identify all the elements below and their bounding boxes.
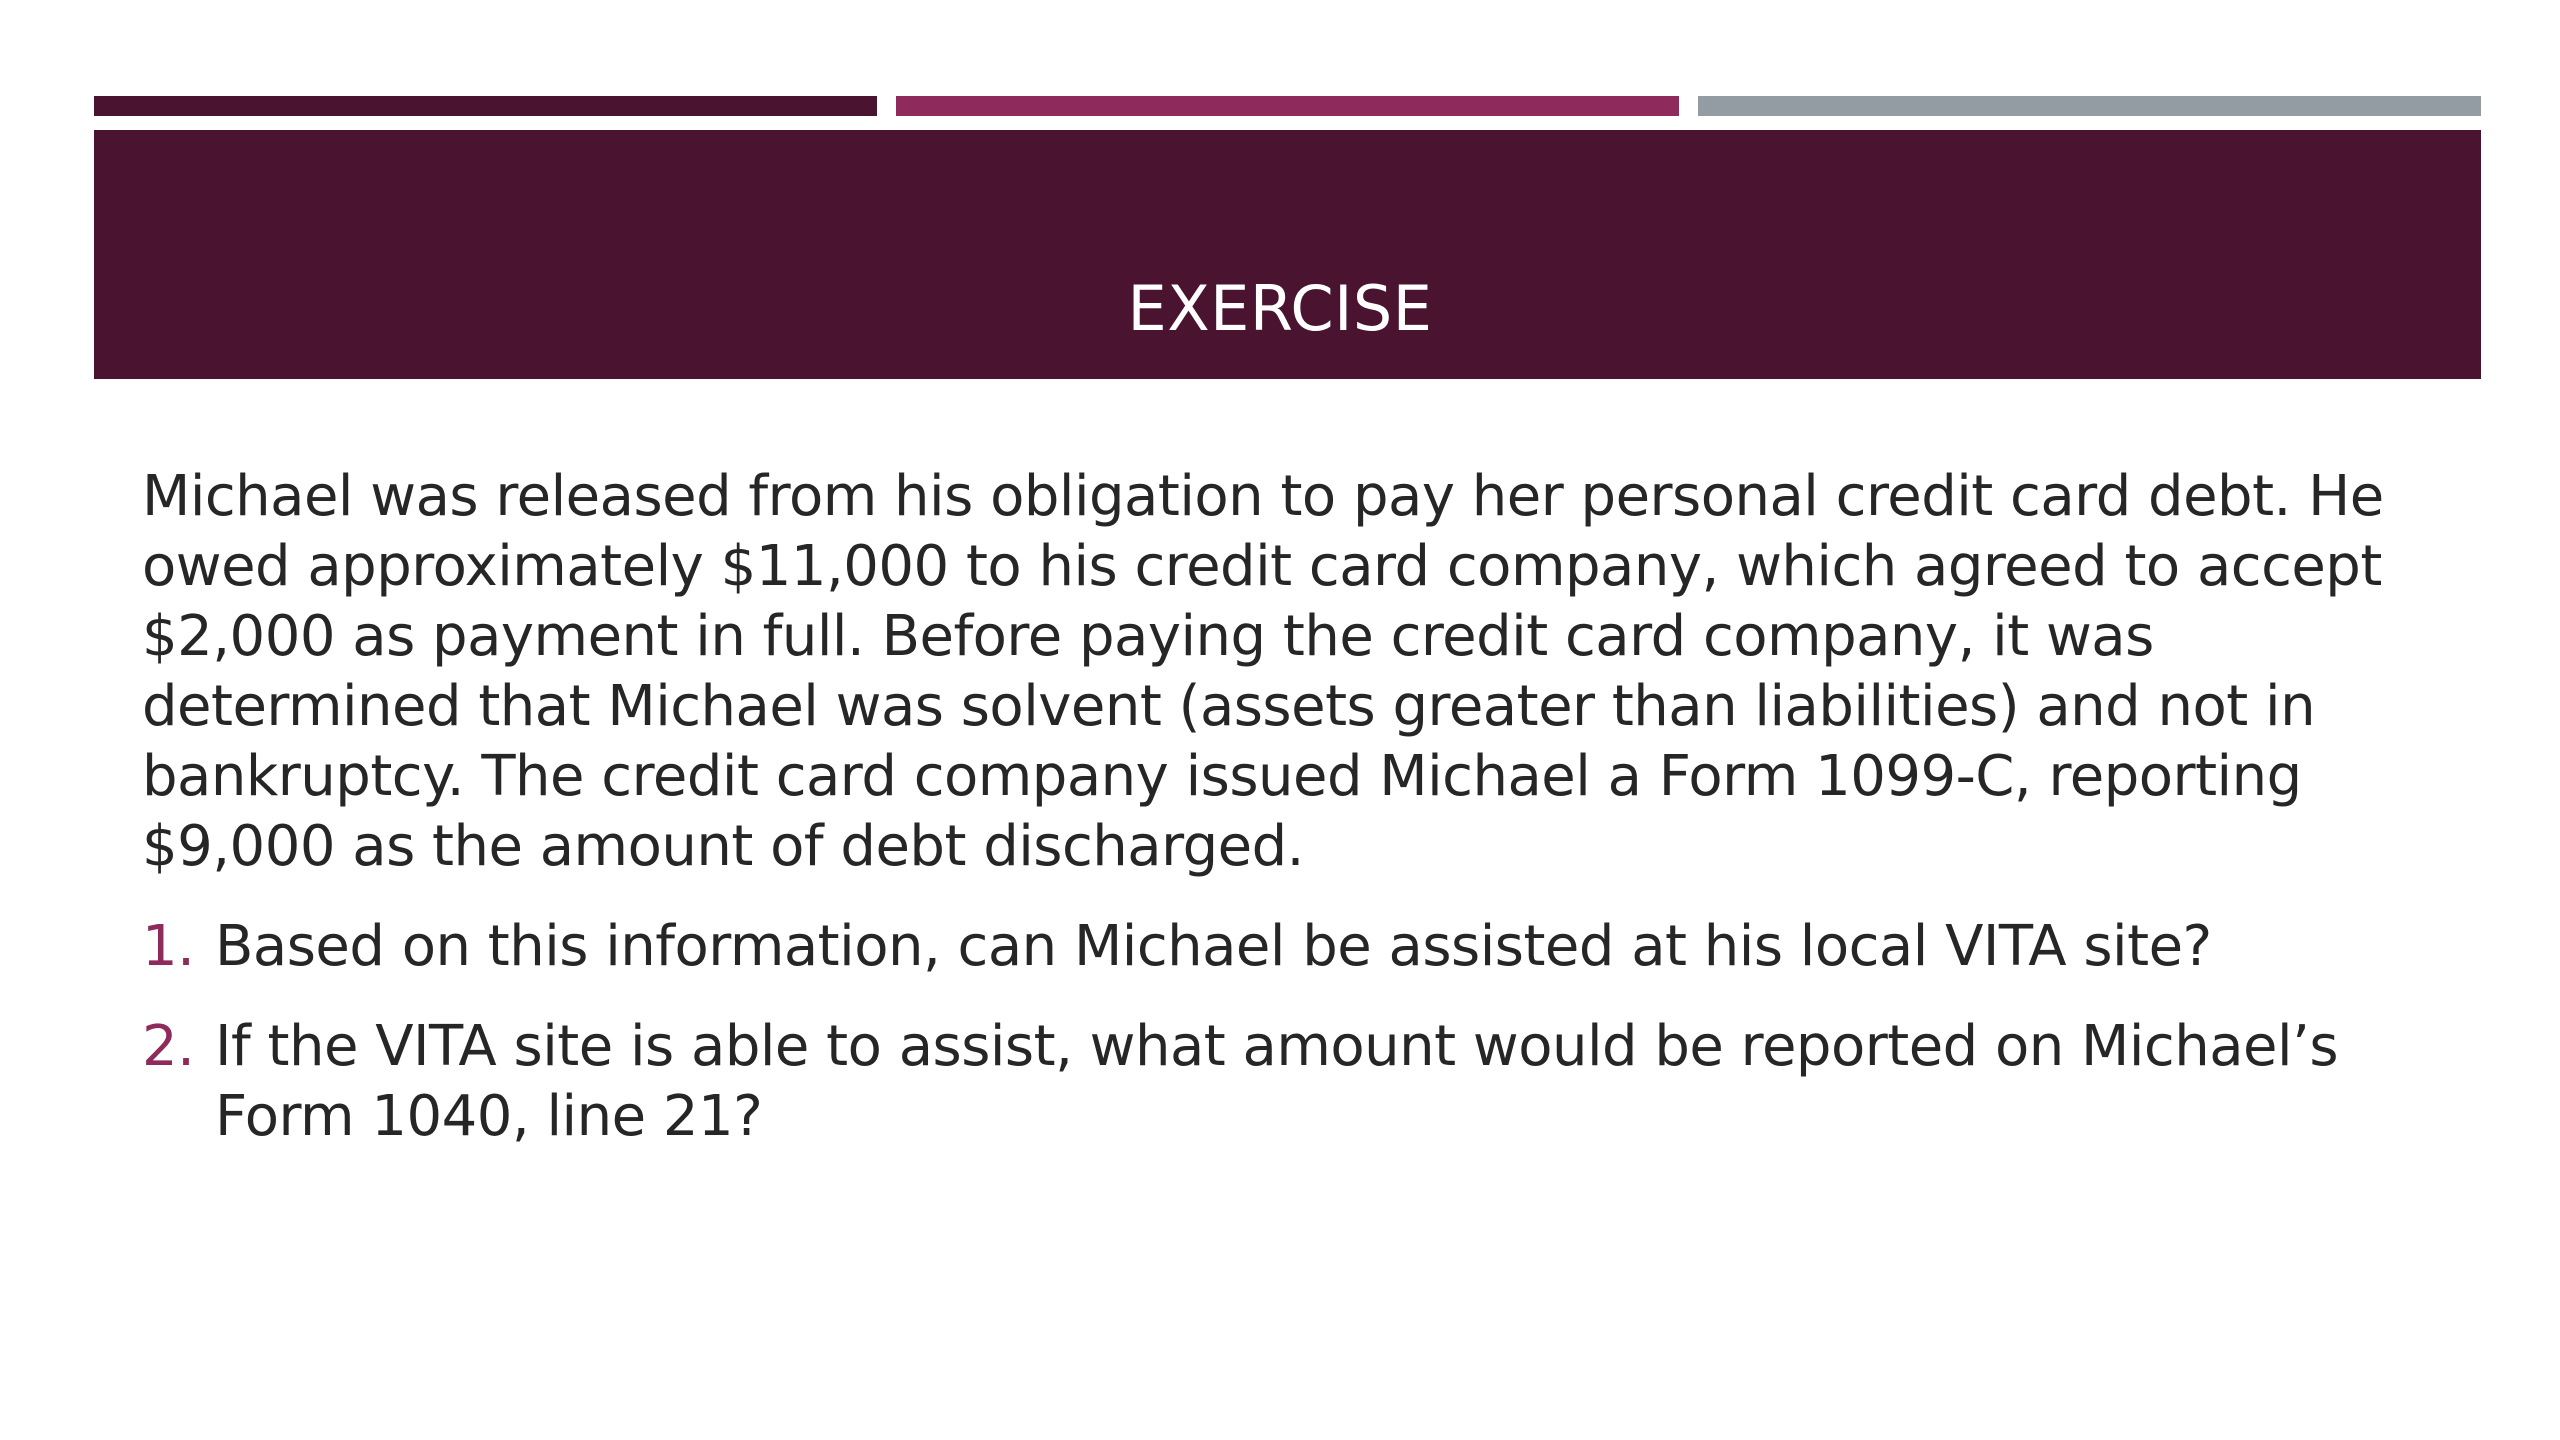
question-text: Based on this information, can Michael be assisted at his local VITA site? xyxy=(215,914,2212,979)
accent-bar-magenta xyxy=(896,96,1679,116)
exercise-paragraph: Michael was released from his obligation to pay her personal credit card debt. He owed approximately $11,000 to his credit card company, which agreed to accept $2,000 as payment in full. Before paying the credit card company, it was determined that Michael was solvent (assets greater than liabilities) and not in bankruptcy. The credit card company issued Michael a Form 1099-C, reporting $9,000 as the amount of debt discharged. xyxy=(142,464,2384,879)
question-number: 1. xyxy=(142,914,195,979)
question-number: 2. xyxy=(142,1014,195,1079)
question-item xyxy=(142,1012,2462,1152)
question-list xyxy=(142,912,2462,1152)
question-text: If the VITA site is able to assist, what amount would be reported on Michael’s Form 1040, line 21? xyxy=(215,1014,2339,1149)
slide-content xyxy=(142,462,2462,1152)
slide-title: EXERCISE xyxy=(1127,272,1433,345)
accent-bar-gray xyxy=(1698,96,2481,116)
accent-bar-dark xyxy=(94,96,877,116)
question-item xyxy=(142,912,2462,982)
